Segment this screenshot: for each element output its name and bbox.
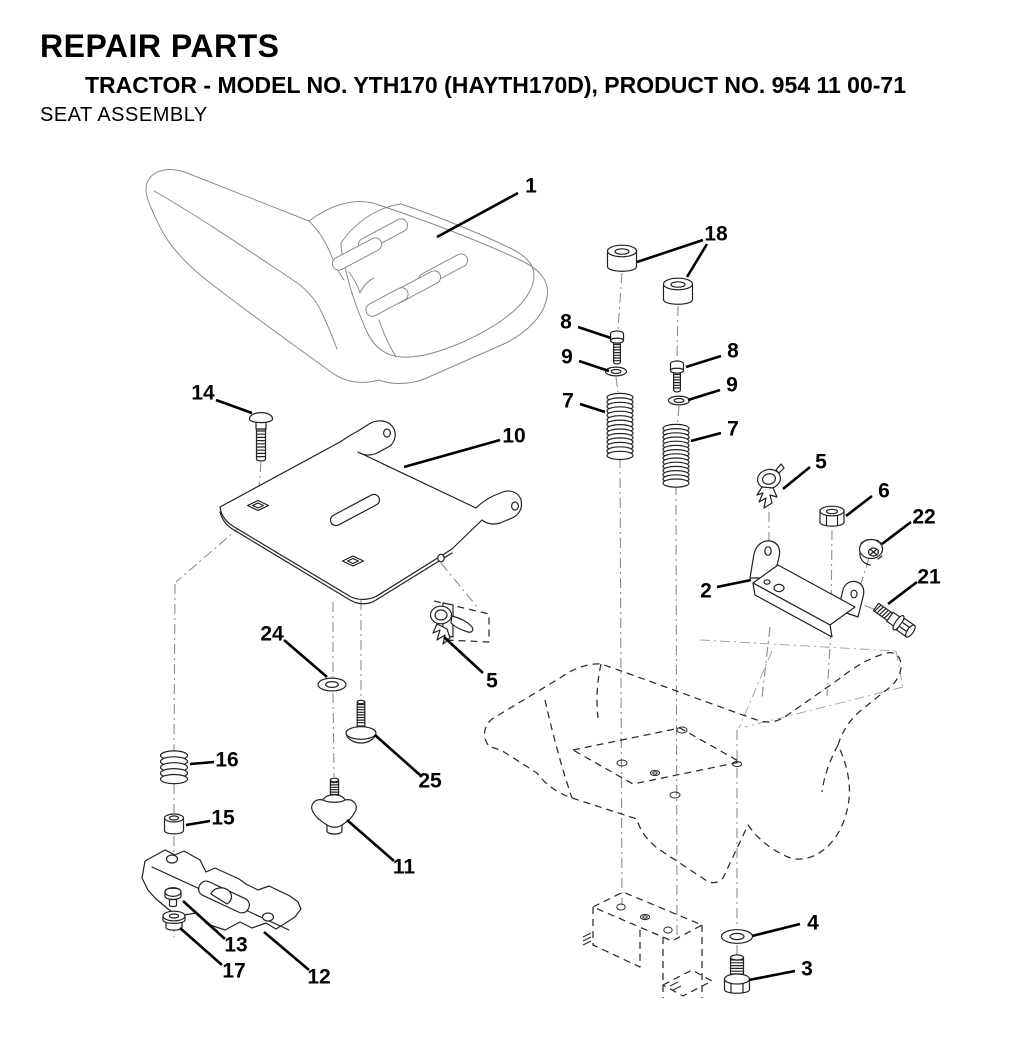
callout-label-10: 10	[502, 424, 526, 448]
callout-label-7: 7	[562, 389, 574, 413]
callout-label-2: 2	[700, 579, 712, 603]
callout-label-14: 14	[191, 381, 215, 405]
page-title: REPAIR PARTS	[40, 28, 280, 64]
callout-leader-18	[637, 240, 703, 262]
callout-leader-11	[347, 820, 394, 861]
callout-label-9: 9	[726, 373, 738, 397]
callout-leader-4	[752, 924, 800, 936]
callout-leader-9	[688, 390, 720, 400]
washer-part-24	[318, 678, 346, 691]
callout-label-18: 18	[704, 222, 728, 246]
callout-label-24: 24	[260, 622, 284, 646]
bushing-part-15	[165, 814, 184, 834]
callout-leader-7	[580, 404, 605, 412]
frame-rail-phantom	[700, 640, 903, 728]
callout-leader-25	[375, 735, 420, 775]
fender-phantom	[485, 653, 902, 883]
shoulder-bolt-part-21	[871, 600, 918, 640]
callout-leader-14	[216, 400, 252, 413]
bolt-part-3	[725, 955, 750, 993]
callout-label-16: 16	[215, 748, 239, 772]
callout-leader-2	[717, 580, 751, 587]
callout-leader-15	[186, 821, 210, 825]
spring-part-16	[161, 751, 188, 784]
callout-label-5: 5	[815, 450, 827, 474]
callout-leader-3	[749, 971, 795, 980]
carriage-bolt-part-14	[250, 413, 273, 461]
spacer-part-18-left	[608, 245, 637, 271]
model-subtitle: TRACTOR - MODEL NO. YTH170 (HAYTH170D), PRODUCT NO. 954 11 00-71	[85, 72, 906, 98]
callout-label-6: 6	[878, 479, 890, 503]
callout-label-25: 25	[418, 769, 442, 793]
callout-leader-10	[404, 440, 500, 467]
callout-leader-24	[284, 640, 327, 677]
bolt-part-8-left	[611, 331, 624, 364]
callout-leader-8	[578, 327, 611, 338]
assembly-centerlines	[174, 273, 874, 955]
callout-label-8: 8	[560, 310, 572, 334]
shoulder-screw-part-25	[346, 700, 376, 743]
callout-label-11: 11	[392, 855, 416, 879]
washer-part-4	[722, 930, 753, 944]
clip-part-5-right	[756, 464, 784, 508]
callout-leader-6	[846, 496, 872, 516]
section-title: SEAT ASSEMBLY	[40, 104, 208, 126]
nut-part-6	[820, 506, 844, 526]
support-bracket-phantom	[583, 892, 712, 998]
callout-label-5: 5	[486, 669, 498, 693]
callout-leader-5	[783, 467, 810, 489]
callout-label-4: 4	[807, 911, 819, 935]
callout-label-17: 17	[222, 959, 246, 983]
callout-leader-12	[264, 932, 309, 970]
callout-leader-7	[691, 433, 721, 441]
spring-part-7-right	[663, 424, 689, 487]
callout-leader-1	[437, 193, 518, 237]
callout-leader-5	[444, 637, 483, 673]
callout-leader-18	[687, 244, 707, 277]
callout-label-15: 15	[211, 806, 235, 830]
callout-leader-21	[888, 582, 917, 604]
callout-leader-8	[686, 356, 721, 367]
callout-label-22: 22	[912, 505, 936, 529]
spring-part-7-left	[607, 393, 633, 459]
washer-part-9-right	[669, 396, 690, 405]
callout-label-21: 21	[917, 565, 941, 589]
callout-leader-9	[579, 361, 609, 371]
callout-label-7: 7	[727, 417, 739, 441]
spacer-part-18-right	[664, 278, 693, 304]
seat-part-1	[146, 170, 548, 384]
callout-label-8: 8	[727, 339, 739, 363]
callout-leader-17	[180, 928, 222, 965]
bushing-part-17	[163, 911, 185, 930]
bracket-part-2	[750, 541, 864, 637]
callout-label-13: 13	[224, 933, 248, 957]
callout-label-3: 3	[801, 957, 813, 981]
callout-label-9: 9	[561, 345, 573, 369]
bolt-part-8-right	[671, 361, 684, 392]
callout-leader-22	[882, 522, 911, 544]
clip-part-5-center	[431, 603, 473, 644]
locknut-part-22	[860, 540, 883, 566]
callout-label-1: 1	[525, 174, 537, 198]
callout-label-12: 12	[307, 965, 331, 989]
wing-knob-part-11	[312, 778, 357, 834]
callout-leader-16	[190, 762, 214, 764]
